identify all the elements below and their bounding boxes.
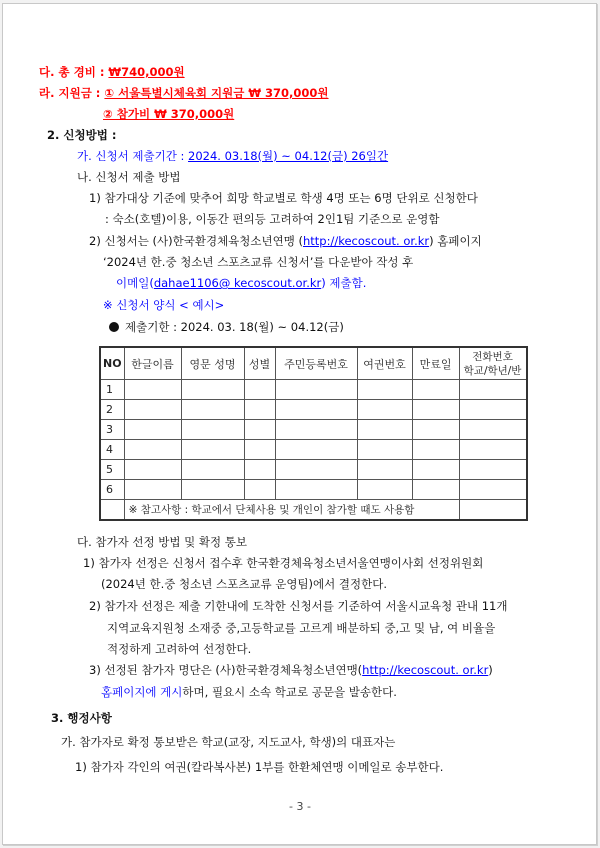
table-footnote-row <box>100 500 527 521</box>
selection-item-2-line-1: 2) 참가자 선정은 제출 기한내에 도착한 신청서를 기준하여 서울시교육청 관내 11개 <box>89 599 508 613</box>
header-passport-number: 여권번호 <box>357 347 412 380</box>
header-english-name: 영문 성명 <box>181 347 244 380</box>
support-item-2: ② 참가비 ₩ 370,000원 <box>103 107 235 121</box>
header-korean-name: 한글이름 <box>124 347 181 380</box>
email-suffix: ) 제출함. <box>321 276 367 290</box>
selection-item-2-line-3: 적정하게 고려하여 선정한다. <box>107 642 252 656</box>
admin-ga: 가. 참가자로 확정 통보받은 학교(교장, 지도교사, 학생)의 대표자는 <box>61 735 396 749</box>
header-expiry-date: 만료일 <box>412 347 459 380</box>
submission-method-label: 나. 신청서 제출 방법 <box>77 170 181 184</box>
deadline-text: 제출기한 : 2024. 03. 18(월) ~ 04.12(금) <box>125 320 344 334</box>
table-row <box>100 380 527 400</box>
page-number: - 3 - <box>289 800 311 813</box>
method-item-2-line-3 <box>116 275 366 291</box>
selection-item-1-line-1: 1) 참가자 선정은 신청서 접수후 한국환경체육청소년서울연맹이사회 선정위원회 <box>83 556 484 570</box>
kecoscout-link-2[interactable]: http://kecoscout. or.kr <box>362 663 489 677</box>
row-number: 1 <box>100 380 124 400</box>
selection-item-3-text-end: ) <box>488 663 493 677</box>
form-example-note: ※ 신청서 양식 < 예시> <box>103 298 225 312</box>
table-row <box>100 400 527 420</box>
method-item-2-text-end: ) 홈페이지 <box>429 234 482 248</box>
row-number: 5 <box>100 460 124 480</box>
support-item-1: ① 서울특별시체육회 지원금 ₩ 370,000원 <box>104 86 329 100</box>
application-form-table <box>99 346 528 521</box>
method-item-1-line-2: : 숙소(호텔)이용, 이동간 편의등 고려하여 2인1팀 기준으로 운영함 <box>105 212 440 226</box>
support-label: 라. 지원금 : <box>39 86 105 100</box>
row-number: 6 <box>100 480 124 500</box>
selection-item-2-line-2: 지역교육지원청 소재중 중,고등학교를 고르게 배분하되 중,고 및 남, 여 비율을 <box>107 621 496 635</box>
total-cost-line <box>39 64 185 80</box>
submission-period-line <box>77 148 388 164</box>
section-2-heading: 2. 신청방법 : <box>47 128 117 142</box>
row-number: 2 <box>100 400 124 420</box>
selection-item-3-line-1 <box>89 662 493 678</box>
selection-heading: 다. 참가자 선정 방법 및 확정 통보 <box>77 535 248 549</box>
selection-item-1-line-2: (2024년 한.중 청소년 스포츠교류 운영팀)에서 결정한다. <box>101 577 388 591</box>
email-prefix: 이메일( <box>116 276 154 290</box>
admin-item-1: 1) 참가자 각인의 여권(칼라복사본) 1부를 한환체연맹 이메일로 송부한다. <box>75 760 444 774</box>
method-item-2-line-1 <box>89 233 482 249</box>
table-footnote: ※ 참고사항 : 학교에서 단체사용 및 개인이 참가할 때도 사용함 <box>124 500 459 521</box>
header-no: NO <box>100 347 124 380</box>
header-resident-number: 주민등록번호 <box>275 347 357 380</box>
support-line-2 <box>103 106 234 122</box>
table-row <box>100 460 527 480</box>
method-item-2-text: 2) 신청서는 (사)한국환경체육청소년연맹 ( <box>89 234 303 248</box>
table-row <box>100 440 527 460</box>
submission-period-label: 가. 신청서 제출기간 : <box>77 149 189 163</box>
row-number: 4 <box>100 440 124 460</box>
table-row <box>100 420 527 440</box>
submission-period-value: 2024. 03.18(월) ~ 04.12(금) 26일간 <box>188 149 389 163</box>
selection-item-3-line-2 <box>101 684 397 700</box>
bullet-icon <box>109 322 119 332</box>
header-phone: 전화번호 <box>472 350 513 363</box>
total-cost-label: 다. 총 경비 : <box>39 65 109 79</box>
method-item-2-line-2: ‘2024년 한.중 청소년 스포츠교류 신청서’를 다운받아 작성 후 <box>103 255 414 269</box>
table-row <box>100 480 527 500</box>
deadline-line <box>109 319 344 335</box>
table-header-row <box>100 347 527 380</box>
section-3-heading: 3. 행정사항 <box>51 711 112 725</box>
selection-item-3-text: 3) 선정된 참가자 명단은 (사)한국환경체육청소년연맹( <box>89 663 363 677</box>
header-phone-school <box>459 347 527 380</box>
support-line-1 <box>39 85 329 101</box>
document-page <box>2 3 597 845</box>
row-number: 3 <box>100 420 124 440</box>
header-gender: 성별 <box>244 347 275 380</box>
kecoscout-link[interactable]: http://kecoscout. or.kr <box>302 234 430 248</box>
homepage-post-text: 홈페이지에 게시 <box>101 685 183 699</box>
selection-item-3-rest: 하며, 필요시 소속 학교로 공문을 발송한다. <box>182 685 397 699</box>
email-link[interactable]: dahae1106@ kecoscout.or.kr <box>153 276 322 290</box>
total-cost-value: ₩740,000원 <box>108 65 185 79</box>
header-school-grade-class: 학교/학년/반 <box>463 364 522 377</box>
method-item-1-line-1: 1) 참가대상 기준에 맞추어 희망 학교별로 학생 4명 또는 6명 단위로 신청한다 <box>89 191 478 205</box>
